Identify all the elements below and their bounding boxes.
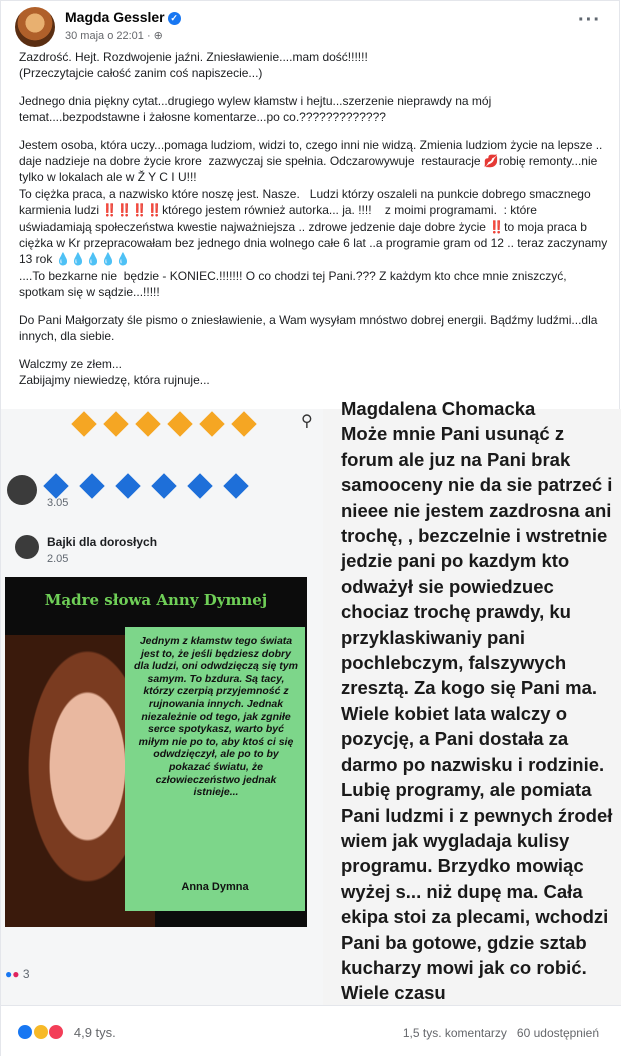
comment-author: Magdalena Chomacka [341, 398, 536, 419]
comments-count[interactable]: 1,5 tys. komentarzy [402, 1026, 507, 1040]
screenshot-right [323, 398, 621, 1005]
author-avatar[interactable] [15, 7, 55, 47]
post-paragraph: Do Pani Małgorzaty śle pismo o zniesławienie, a Wam wysyłam mnóstwo dobrej energii. Bądźmy ludźmi...dla innych, dla siebie. [19, 312, 601, 344]
love-icon: ● [12, 967, 20, 981]
reactions-count: 3 [22, 967, 30, 981]
quote-box [125, 627, 305, 911]
shares-count[interactable]: 60 udostępnień [516, 1026, 599, 1040]
page-avatar [15, 535, 39, 559]
comment-text: Może mnie Pani usunąć z forum ale juz na Pani brak samooceny nie da sie patrzeć i nieee nie jestem zazdrosna ani trochę, , bezczelnie i wstretnie jedzie pani po kazdym kto odważył sie powiedzuec chociaz trochę prawdy, ku przyklaskiwaniy pani pochlebczym, falszywych zresztą. Za kogo się Pani ma. Wiele kobiet lata walczy o pozycję, a Pani dostała za darmo po nazwisku i rodzinie. Lubię programy, ale pomiata Pani ludzmi i z pewnych źrodeł wiem jak wygladaja kulisy programu. Brzydko mowiąc wyżej s... niż dupę ma. Cała ekipa stoi za plecami, wchodzi Pani ba gotowe, gdzie sztab kucharzy mowi jak co robić. Wiele czasu [341, 423, 613, 1004]
post-paragraph: Walczmy ze złem... Zabijajmy niewiedzę, która rujnuje... [19, 356, 210, 387]
author-name[interactable]: Magda Gessler [65, 9, 165, 25]
post-header [15, 7, 607, 47]
redaction-diamond [151, 473, 176, 498]
page-name: Bajki dla dorosłych [47, 535, 158, 549]
like-icon [17, 1024, 33, 1040]
page-time: 2.05 [47, 553, 69, 565]
search-icon: ⚲ [301, 413, 313, 430]
page-name-wrap [47, 535, 157, 549]
author-name-row [65, 9, 181, 25]
redaction-diamond [187, 473, 212, 498]
post-image[interactable] [1, 398, 621, 1005]
reaction-count: 4,9 tys. [73, 1025, 116, 1040]
post-paragraph: Zazdrość. Hejt. Rozdwojenie jaźni. Zniesławienie....mam dość!!!!!! (Przeczytajcie całość zanim coś napiszecie...) [19, 50, 368, 81]
like-icon: ● [5, 967, 13, 981]
quote-graphic [5, 577, 307, 927]
post-timestamp[interactable]: 30 maja o 22:01 [65, 30, 144, 42]
engagement-counts [403, 1026, 599, 1040]
quote-title: Mądre słowa Anny Dymnej [44, 591, 268, 609]
post-meta: 30 maja o 22:01 · ⊕ [65, 30, 163, 42]
prev-time: 3.05 [47, 497, 69, 509]
reactions-row [5, 967, 30, 981]
redaction-diamond [167, 411, 192, 436]
redaction-diamond [135, 411, 160, 436]
more-options-icon[interactable]: ··· [578, 9, 601, 31]
quote-signature: Anna Dymna [181, 881, 249, 893]
quote-text: Jednym z kłamstw tego świata jest to, że jeśli będziesz dobry dla ludzi, oni odwdzięczą się tym samym. To bzdura. Są tacy, którzy czerpią przyjemność z rujnowania innych. Jednak niezależnie od tego, jak zgniłe serce spotykasz, warto być miłym nie po to, aby ktoś ci się odwdzięczył, ale po to by pokazać światu, że człowieczeństwo jednak istnieje... [134, 635, 298, 799]
redaction-diamond [79, 473, 104, 498]
love-icon [48, 1024, 64, 1040]
reaction-summary[interactable] [17, 1024, 116, 1040]
verified-badge-icon: ✓ [168, 12, 181, 25]
screenshot-left [1, 409, 323, 1005]
post-paragraph: Jednego dnia piękny cytat...drugiego wylew kłamstw i hejtu...szerzenie nieprawdy na mój temat....bezpodstawne i żałosne komentarze...po co.????????????? [19, 93, 495, 125]
redaction-diamond [103, 411, 128, 436]
redaction-diamond [115, 473, 140, 498]
redaction-diamond [223, 473, 248, 498]
post-text [19, 49, 609, 388]
haha-icon [33, 1024, 49, 1040]
redaction-diamond [231, 411, 256, 436]
globe-icon: ⊕ [153, 30, 163, 42]
post-paragraph: Jestem osoba, która uczy...pomaga ludziom, widzi to, czego inni nie widzą. Zmienia ludziom życie na lepsze .. daje nadzieje na dobre życie krore zazwyczaj sie spełnia. Odczarowywuje restauracje 💋robię remonty...nie tylko w lokalach ale w Ž Y C I U!!! To ciężka praca, a nazwisko które noszę jest. Nasze. Ludzi którzy oszaleli na punkcie dobrego smacznego karmienia ludzi ‼️‼️‼️‼️którego jestem również autorka... ja. !!!! z moimi programami. : które uświadamiają społeczeństwa kwestie najważniejsza .. zdrowe jedzenie daje dobre życie ‼️to moja praca b ciężka w Kr przepracowałam bez jednego dnia wolnego całe 6 lat ..a programie gram od 12 .. teraz zaczynamy 13 rok 💧💧💧💧💧 ....To bezkarne nie będzie - KONIEC.!!!!!!! O co chodzi tej Pani.??? Z każdym kto chce mnie zniszczyć, spotkam się w sądzie...!!!!! [19, 137, 608, 300]
redaction-diamond [43, 473, 68, 498]
commenter-avatar [7, 475, 37, 505]
post-footer [1, 1005, 621, 1057]
comment-block [341, 398, 621, 1006]
redaction-diamond [71, 411, 96, 436]
redaction-diamond [199, 411, 224, 436]
